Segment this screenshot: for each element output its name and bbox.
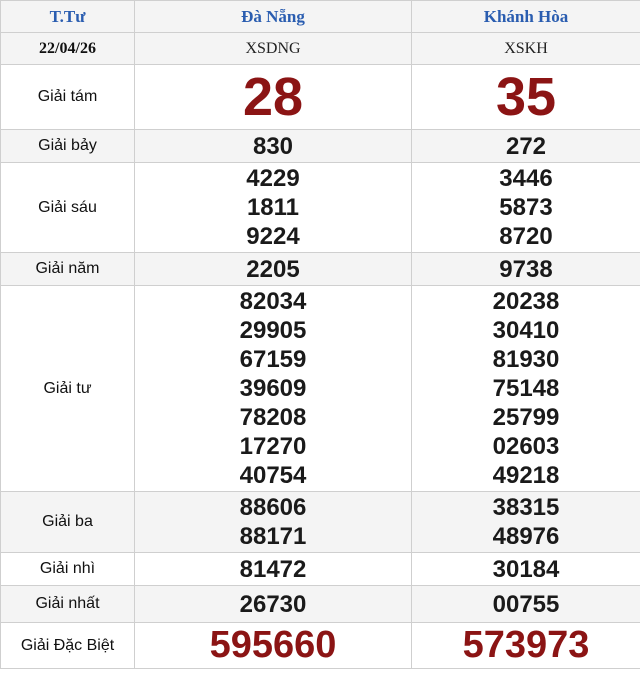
prize-label: Giải sáu	[1, 163, 135, 253]
prize-row-8	[1, 65, 640, 130]
prize-1-khanh-hoa	[412, 586, 640, 623]
prize-number: 75148	[492, 375, 560, 402]
prize-number: 78208	[239, 404, 307, 431]
prize-number: 9738	[499, 255, 553, 283]
prize-2-da-nang	[135, 553, 412, 586]
prize-number: 48976	[492, 523, 560, 550]
prize-row-2	[1, 553, 640, 586]
prize-number: 39609	[239, 375, 307, 402]
prize-number: 4229	[246, 165, 300, 192]
prize-6-da-nang	[135, 163, 412, 253]
lottery-code-khanh-hoa: XSKH	[412, 33, 640, 65]
prize-number: 595660	[209, 624, 337, 666]
prize-row-7	[1, 130, 640, 163]
prize-number: 00755	[492, 590, 560, 618]
prize-number: 8720	[499, 223, 553, 250]
prize-number: 82034	[239, 288, 307, 315]
prize-label: Giải bảy	[1, 130, 135, 163]
prize-1-da-nang	[135, 586, 412, 623]
prize-3-khanh-hoa	[412, 492, 640, 553]
prize-number: 81472	[239, 555, 307, 583]
prize-number: 49218	[492, 462, 560, 489]
codes-row	[1, 33, 640, 65]
prize-number: 2205	[246, 255, 300, 283]
prize-label: Giải nhì	[1, 553, 135, 586]
province-header-khanh-hoa[interactable]: Khánh Hòa	[412, 1, 640, 33]
prize-5-khanh-hoa	[412, 253, 640, 286]
prize-row-5	[1, 253, 640, 286]
prize-number: 67159	[239, 346, 307, 373]
prize-7-da-nang	[135, 130, 412, 163]
prize-number: 26730	[239, 590, 307, 618]
special-prize-da-nang	[135, 623, 412, 669]
prize-number: 20238	[492, 288, 560, 315]
prize-number: 573973	[462, 624, 590, 666]
prize-number: 30184	[492, 555, 560, 583]
prize-number: 25799	[492, 404, 560, 431]
prize-row-4	[1, 286, 640, 492]
prize-5-da-nang	[135, 253, 412, 286]
prize-number: 9224	[246, 223, 300, 250]
prize-number: 17270	[239, 433, 307, 460]
weekday-header: T.Tư	[1, 1, 135, 33]
lottery-code-da-nang: XSDNG	[135, 33, 412, 65]
prize-label: Giải tư	[1, 286, 135, 492]
prize-number: 3446	[499, 165, 553, 192]
prize-number: 30410	[492, 317, 560, 344]
prize-number: 28	[242, 66, 304, 127]
header-row	[1, 1, 640, 33]
prize-number: 29905	[239, 317, 307, 344]
prize-label: Giải tám	[1, 65, 135, 130]
prize-7-khanh-hoa	[412, 130, 640, 163]
prize-label: Giải Đặc Biệt	[1, 623, 135, 669]
prize-4-da-nang	[135, 286, 412, 492]
prize-label: Giải nhất	[1, 586, 135, 623]
prize-number: 830	[252, 132, 294, 160]
prize-8-khanh-hoa	[412, 65, 640, 130]
prize-6-khanh-hoa	[412, 163, 640, 253]
prize-3-da-nang	[135, 492, 412, 553]
prize-label: Giải ba	[1, 492, 135, 553]
prize-row-6	[1, 163, 640, 253]
prize-8-da-nang	[135, 65, 412, 130]
prize-number: 88606	[239, 494, 307, 521]
prize-number: 88171	[239, 523, 307, 550]
prize-number: 38315	[492, 494, 560, 521]
prize-4-khanh-hoa	[412, 286, 640, 492]
special-prize-khanh-hoa	[412, 623, 640, 669]
prize-number: 5873	[499, 194, 553, 221]
prize-number: 35	[495, 66, 557, 127]
province-header-da-nang[interactable]: Đà Nẵng	[135, 1, 412, 33]
prize-number: 40754	[239, 462, 307, 489]
prize-number: 1811	[246, 194, 300, 221]
prize-number: 02603	[492, 433, 560, 460]
prize-row-3	[1, 492, 640, 553]
prize-number: 81930	[492, 346, 560, 373]
prize-number: 272	[505, 132, 547, 160]
prize-2-khanh-hoa	[412, 553, 640, 586]
prize-row-1	[1, 586, 640, 623]
draw-date: 22/04/26	[1, 33, 135, 65]
prize-label: Giải năm	[1, 253, 135, 286]
prize-row-special	[1, 623, 640, 669]
